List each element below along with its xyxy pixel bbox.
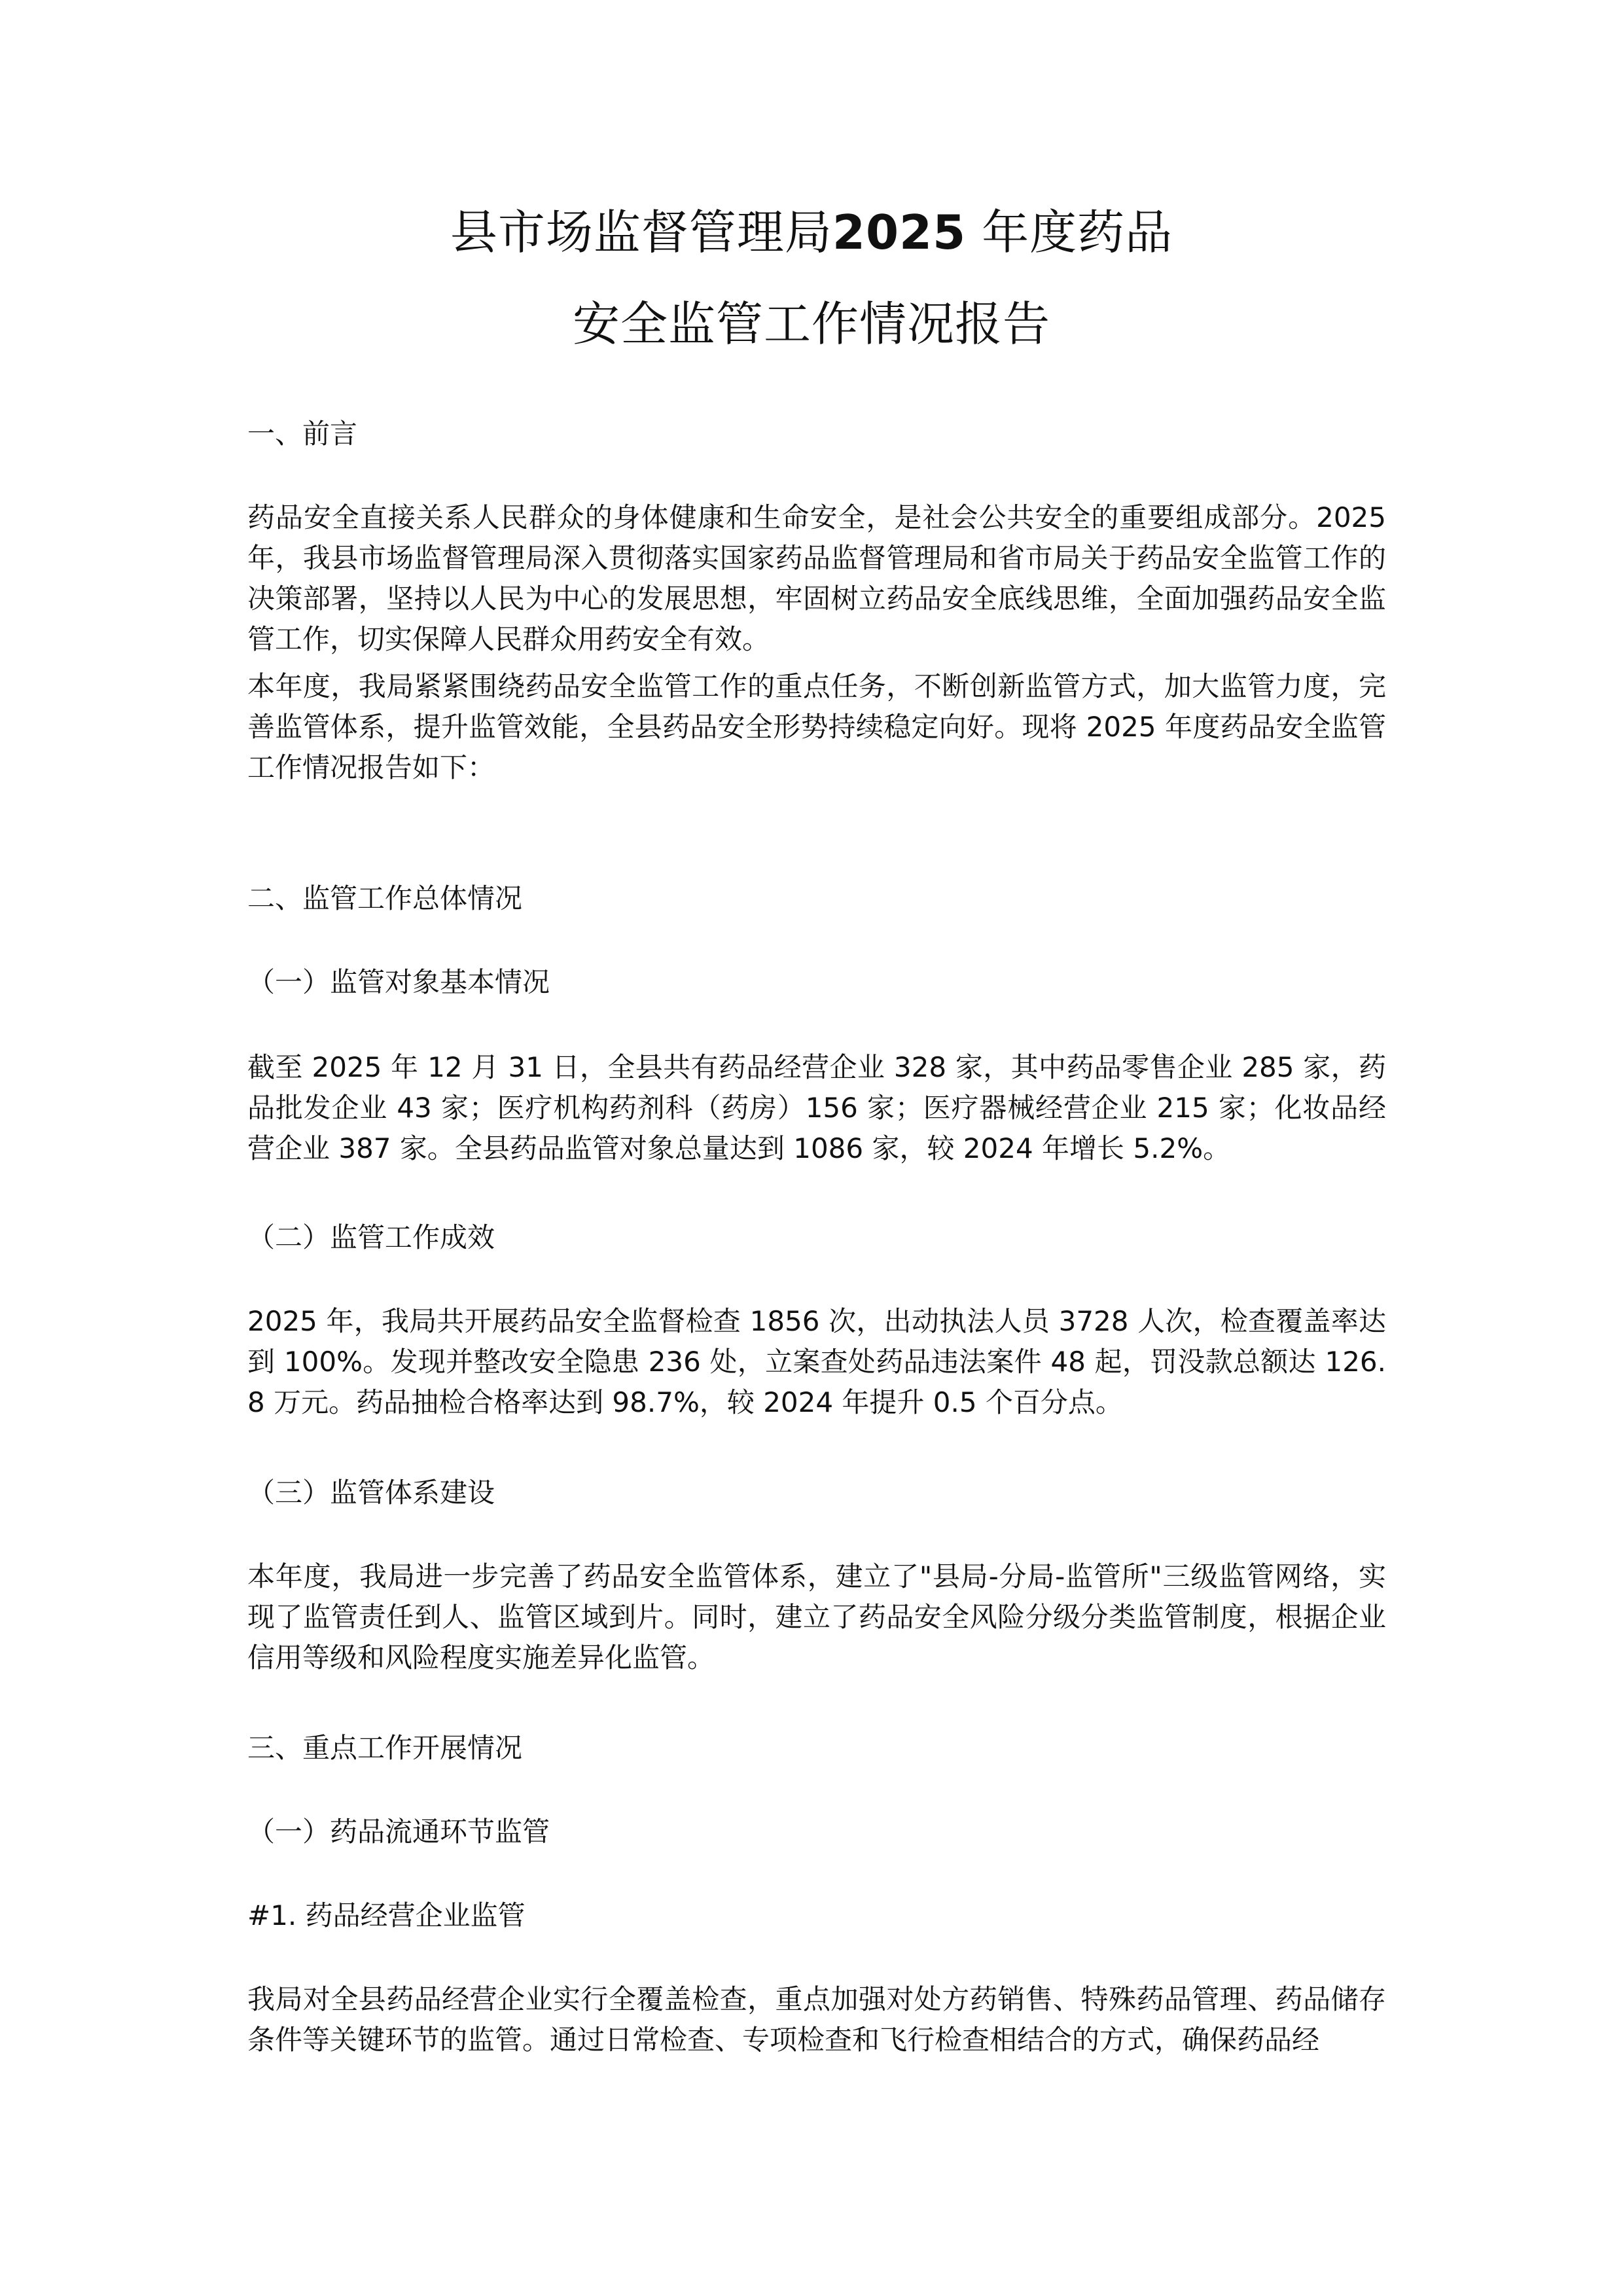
- item-heading-enterprise-supervision: #1. 药品经营企业监管: [247, 1899, 526, 1931]
- paragraph-enterprise-supervision: 我局对全县药品经营企业实行全覆盖检查，重点加强对处方药销售、特殊药品管理、药品储存条件等关键环节的监管。通过日常检查、专项检查和飞行检查相结合的方式，确保药品经: [247, 1983, 1386, 2056]
- subsection-heading-results: （二）监管工作成效: [247, 1221, 495, 1253]
- paragraph-preface-2: 本年度，我局紧紧围绕药品安全监管工作的重点任务，不断创新监管方式，加大监管力度，完善监管体系，提升监管效能，全县药品安全形势持续稳定向好。现将 2025 年度药品安全监管工作情况报告如下：: [247, 670, 1386, 783]
- title-suffix: 年度药品: [966, 205, 1173, 260]
- section-heading-key-work: 三、重点工作开展情况: [247, 1732, 523, 1764]
- paragraph-results: 2025 年，我局共开展药品安全监督检查 1856 次，出动执法人员 3728 人次，检查覆盖率达到 100%。发现并整改安全隐患 236 处，立案查处药品违法案件 48 起，罚没款总额达 126.8 万元。药品抽检合格率达到 98.7%，较 2024 年提升 0.5 个百分点。: [247, 1305, 1386, 1418]
- document-title-line-2: 安全监管工作情况报告: [572, 296, 1050, 351]
- paragraph-preface-1: 药品安全直接关系人民群众的身体健康和生命安全，是社会公共安全的重要组成部分。2025 年，我县市场监督管理局深入贯彻落实国家药品监督管理局和省市局关于药品安全监管工作的决策部署，坚持以人民为中心的发展思想，牢固树立药品安全底线思维，全面加强药品安全监管工作，切实保障人民群众用药安全有效。: [247, 501, 1386, 655]
- title-prefix: 县市场监督管理局: [450, 205, 832, 260]
- document-title-line-1: [0, 200, 1623, 265]
- section-heading-overall: 二、监管工作总体情况: [247, 882, 523, 914]
- subsection-heading-circulation: （一）药品流通环节监管: [247, 1816, 550, 1848]
- title-year: 2025: [832, 205, 967, 260]
- paragraph-objects: 截至 2025 年 12 月 31 日，全县共有药品经营企业 328 家，其中药品零售企业 285 家，药品批发企业 43 家；医疗机构药剂科（药房）156 家；医疗器械经营企业 215 家；化妆品经营企业 387 家。全县药品监管对象总量达到 1086 家，较 2024 年增长 5.2%。: [247, 1051, 1386, 1164]
- subsection-heading-objects: （一）监管对象基本情况: [247, 966, 550, 998]
- section-heading-preface: 一、前言: [247, 418, 358, 450]
- subsection-heading-system: （三）监管体系建设: [247, 1477, 495, 1509]
- paragraph-system: 本年度，我局进一步完善了药品安全监管体系，建立了"县局-分局-监管所"三级监管网络，实现了监管责任到人、监管区域到片。同时，建立了药品安全风险分级分类监管制度，根据企业信用等级和风险程度实施差异化监管。: [247, 1560, 1386, 1674]
